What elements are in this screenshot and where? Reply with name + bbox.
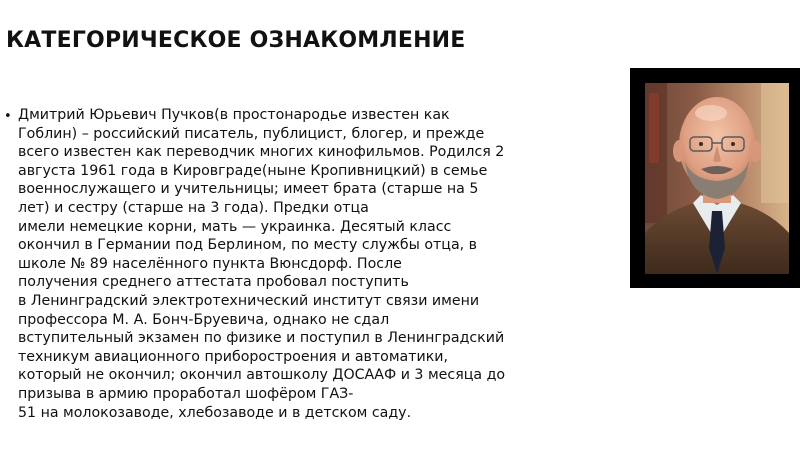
biography-text	[18, 106, 624, 422]
text-line: всего известен как переводчик многих кинофильмов. Родился 2	[18, 144, 505, 161]
portrait-photo	[645, 83, 789, 274]
text-line: вступительный экзамен по физике и поступил в Ленинградский	[18, 330, 505, 347]
text-line: техникум авиационного приборостроения и автоматики,	[18, 348, 449, 365]
text-line: Гоблин) – российский писатель, публицист, блогер, и прежде	[18, 125, 485, 142]
text-line: который не окончил; окончил автошколу ДОСААФ и 3 месяца до	[18, 367, 506, 384]
portrait-frame	[630, 68, 800, 288]
text-line: призыва в армию проработал шофёром ГАЗ-	[18, 385, 354, 402]
bullet-marker: •	[4, 109, 12, 124]
text-line: профессора М. А. Бонч-Бруевича, однако не сдал	[18, 311, 390, 328]
text-line: получения среднего аттестата пробовал поступить	[18, 274, 409, 291]
text-line: Дмитрий Юрьевич Пучков(в простонародье известен как	[18, 107, 450, 123]
text-line: имели немецкие корни, мать — украинка. Десятый класс	[18, 218, 452, 235]
text-line: лет) и сестру (старше на 3 года). Предки отца	[18, 199, 369, 216]
portrait-illustration	[645, 83, 789, 274]
text-line: военнослужащего и учительницы; имеет брата (старше на 5	[18, 181, 479, 198]
text-line: окончил в Германии под Берлином, по месту службы отца, в	[18, 237, 478, 254]
text-line: в Ленинградский электротехнический институт связи имени	[18, 292, 480, 309]
text-line: августа 1961 года в Кировграде(ныне Кропивницкий) в семье	[18, 162, 488, 179]
slide-title: КАТЕГОРИЧЕСКОЕ ОЗНАКОМЛЕНИЕ	[6, 28, 466, 53]
text-line: 51 на молокозаводе, хлебозаводе и в детском саду.	[18, 404, 412, 421]
text-line: школе № 89 населённого пункта Вюнсдорф. После	[18, 255, 402, 272]
bullet-item	[4, 106, 624, 422]
